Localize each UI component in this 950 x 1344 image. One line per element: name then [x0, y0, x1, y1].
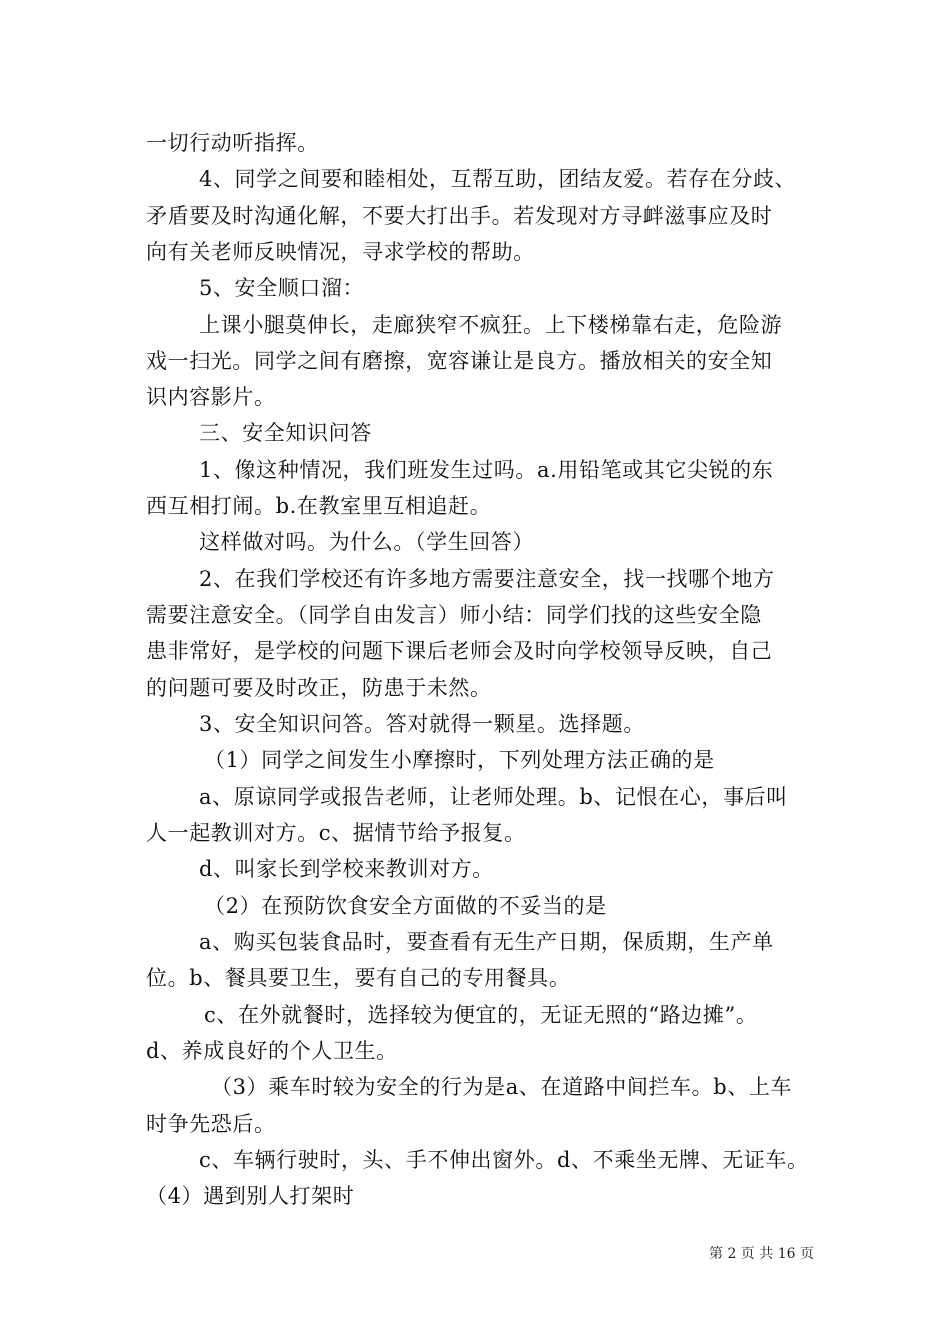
paragraph-line: 患非常好，是学校的问题下课后老师会及时向学校领导反映，自己: [146, 639, 773, 663]
paragraph-line: 这样做对吗。为什么。（学生回答）: [199, 530, 535, 554]
paragraph-line: 戏一扫光。同学之间有磨擦，宽容谦让是良方。播放相关的安全知: [146, 349, 773, 373]
paragraph-line: 西互相打闹。b.在教室里互相追赶。: [146, 494, 492, 518]
paragraph-line: 的问题可要及时改正，防患于未然。: [146, 676, 492, 700]
section-heading: 三、安全知识问答: [199, 421, 372, 445]
paragraph-line: 上课小腿莫伸长，走廊狭窄不疯狂。上下楼梯靠右走，危险游: [199, 313, 783, 337]
paragraph-line: 矛盾要及时沟通化解，不要大打出手。若发现对方寻衅滋事应及时: [146, 204, 773, 228]
option-line: a、购买包装食品时，要查看有无生产日期，保质期，生产单: [199, 930, 774, 954]
question-line: （1）同学之间发生小摩擦时，下列处理方法正确的是: [204, 748, 715, 772]
paragraph-line: 5、安全顺口溜：: [199, 276, 365, 300]
option-line: c、车辆行驶时，头、手不伸出窗外。d、不乘坐无牌、无证车。: [199, 1148, 809, 1172]
question-line: （4）遇到别人打架时: [146, 1184, 355, 1208]
option-line: d、养成良好的个人卫生。: [146, 1039, 398, 1063]
paragraph-line: 4、同学之间要和睦相处，互帮互助，团结友爱。若存在分歧、: [199, 167, 797, 191]
paragraph-line: 2、在我们学校还有许多地方需要注意安全，找一找哪个地方: [199, 567, 775, 591]
question-line: （3）乘车时较为安全的行为是a、在道路中间拦车。b、上车: [211, 1075, 793, 1099]
paragraph-line: 需要注意安全。（同学自由发言）师小结：同学们找的这些安全隐: [146, 603, 762, 627]
question-line: （2）在预防饮食安全方面做的不妥当的是: [204, 894, 607, 918]
option-line: d、叫家长到学校来教训对方。: [199, 857, 494, 881]
option-line: 时争先恐后。: [146, 1112, 276, 1136]
paragraph-line: 3、安全知识问答。答对就得一颗星。选择题。: [199, 712, 645, 736]
option-line: 位。b、餐具要卫生，要有自己的专用餐具。: [146, 966, 571, 990]
option-line: 人一起教训对方。c、据情节给予报复。: [146, 821, 526, 845]
paragraph-line: 一切行动听指挥。: [146, 131, 319, 155]
option-line: c、在外就餐时，选择较为便宜的，无证无照的“路边摊”。: [204, 1003, 758, 1027]
page-number: 第 2 页 共 16 页: [709, 1246, 814, 1262]
option-line: a、原谅同学或报告老师，让老师处理。b、记恨在心，事后叫: [199, 785, 788, 809]
paragraph-line: 1、像这种情况，我们班发生过吗。a.用铅笔或其它尖锐的东: [199, 458, 774, 482]
paragraph-line: 向有关老师反映情况，寻求学校的帮助。: [146, 240, 535, 264]
paragraph-line: 识内容影片。: [146, 385, 276, 409]
